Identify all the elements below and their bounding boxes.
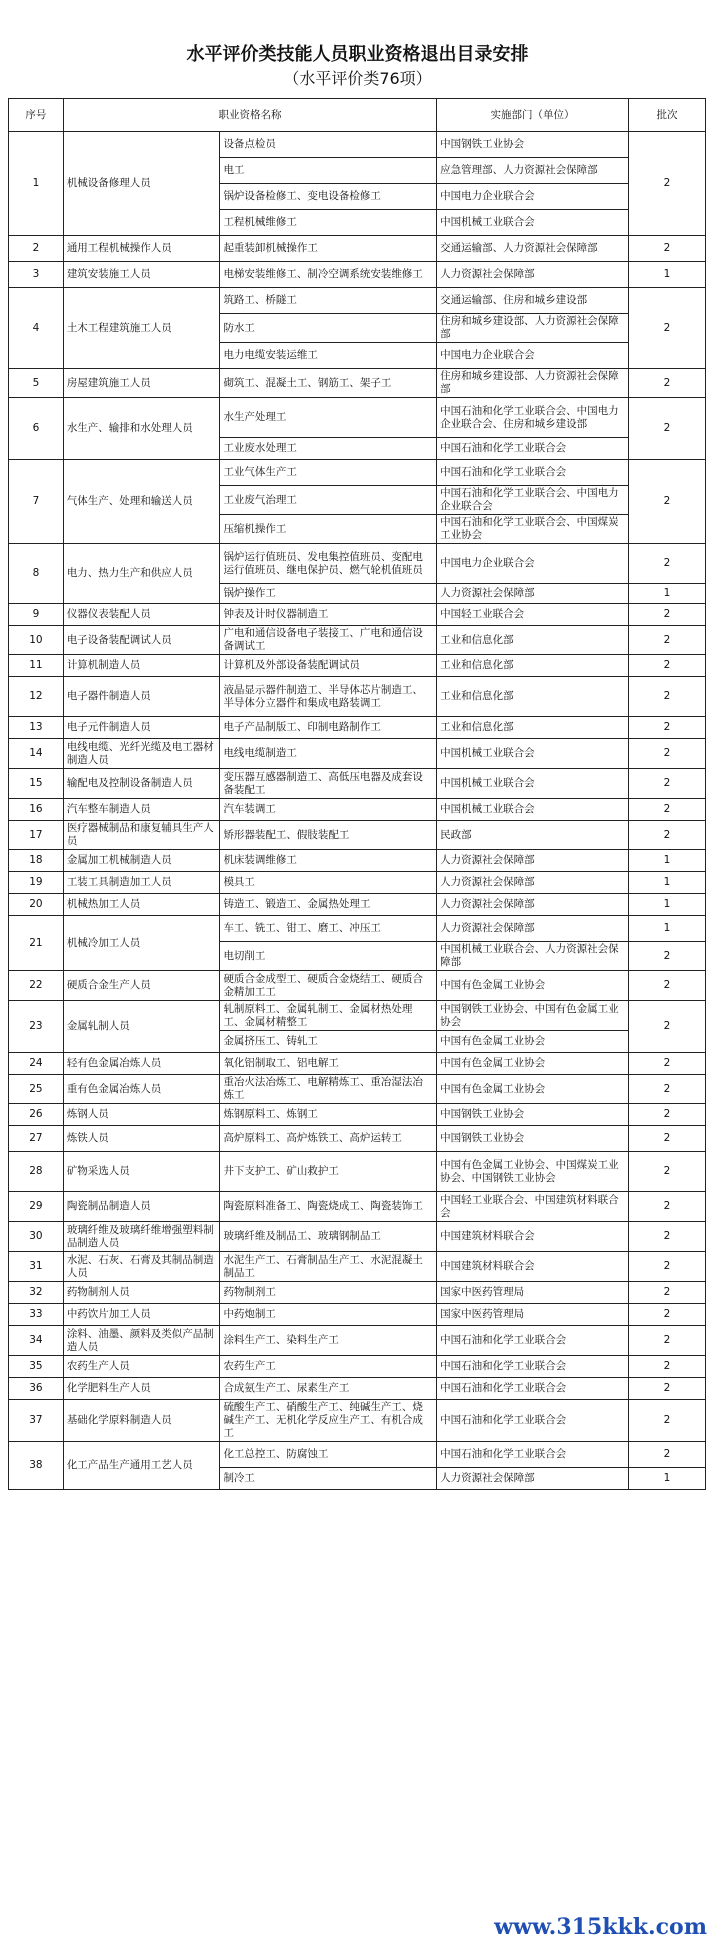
batch: 2	[628, 398, 705, 460]
department: 中国石油和化学工业联合会、中国煤炭工业协会	[437, 515, 629, 544]
row-number: 20	[9, 894, 64, 916]
row-number: 10	[9, 626, 64, 655]
qualification-name: 合成氨生产工、尿素生产工	[220, 1378, 437, 1400]
qualification-name: 变压器互感器制造工、高低压电器及成套设备装配工	[220, 769, 437, 799]
department: 中国钢铁工业协会	[437, 1126, 629, 1152]
row-number: 8	[9, 544, 64, 604]
department: 住房和城乡建设部、人力资源社会保障部	[437, 369, 629, 398]
department: 住房和城乡建设部、人力资源社会保障部	[437, 314, 629, 343]
qualification-name: 车工、铣工、钳工、磨工、冲压工	[220, 916, 437, 942]
row-number: 35	[9, 1356, 64, 1378]
row-number: 27	[9, 1126, 64, 1152]
occupation-name: 中药饮片加工人员	[63, 1304, 220, 1326]
row-number: 31	[9, 1252, 64, 1282]
qualification-name: 中药炮制工	[220, 1304, 437, 1326]
occupation-name: 电线电缆、光纤光缆及电工器材制造人员	[63, 739, 220, 769]
table-row	[9, 1075, 706, 1104]
batch: 2	[628, 460, 705, 544]
table-row	[9, 1326, 706, 1356]
header-no: 序号	[9, 99, 64, 132]
row-number: 38	[9, 1442, 64, 1490]
row-number: 33	[9, 1304, 64, 1326]
qualification-name: 钟表及计时仪器制造工	[220, 604, 437, 626]
page-subtitle: （水平评价类76项）	[283, 69, 432, 88]
table-row	[9, 1304, 706, 1326]
header-batch: 批次	[628, 99, 705, 132]
batch: 1	[628, 850, 705, 872]
department: 中国石油和化学工业联合会	[437, 1400, 629, 1442]
batch: 2	[628, 604, 705, 626]
occupation-name: 水生产、输排和水处理人员	[63, 398, 220, 460]
occupation-name: 炼钢人员	[63, 1104, 220, 1126]
table-row	[9, 1152, 706, 1192]
occupation-name: 汽车整车制造人员	[63, 799, 220, 821]
batch: 2	[628, 799, 705, 821]
department: 中国建筑材料联合会	[437, 1252, 629, 1282]
department: 民政部	[437, 821, 629, 850]
batch: 2	[628, 544, 705, 584]
table-row	[9, 971, 706, 1001]
table-row	[9, 604, 706, 626]
occupation-name: 金属轧制人员	[63, 1001, 220, 1053]
department: 中国石油和化学工业联合会	[437, 1442, 629, 1468]
batch: 2	[628, 1192, 705, 1222]
department: 人力资源社会保障部	[437, 1468, 629, 1490]
table-row	[9, 1126, 706, 1152]
row-number: 18	[9, 850, 64, 872]
department: 人力资源社会保障部	[437, 262, 629, 288]
qualification-name: 模具工	[220, 872, 437, 894]
qualification-name: 农药生产工	[220, 1356, 437, 1378]
row-number: 29	[9, 1192, 64, 1222]
qualification-name: 硬质合金成型工、硬质合金烧结工、硬质合金精加工工	[220, 971, 437, 1001]
department: 中国有色金属工业协会	[437, 971, 629, 1001]
occupation-name: 陶瓷制品制造人员	[63, 1192, 220, 1222]
table-body	[9, 132, 706, 1490]
row-number: 30	[9, 1222, 64, 1252]
batch: 2	[628, 1326, 705, 1356]
occupation-name: 化学肥料生产人员	[63, 1378, 220, 1400]
table-row	[9, 872, 706, 894]
batch: 2	[628, 1053, 705, 1075]
qualification-name: 砌筑工、混凝土工、钢筋工、架子工	[220, 369, 437, 398]
occupation-name: 机械冷加工人员	[63, 916, 220, 971]
occupation-name: 输配电及控制设备制造人员	[63, 769, 220, 799]
row-number: 32	[9, 1282, 64, 1304]
department: 国家中医药管理局	[437, 1304, 629, 1326]
table-row	[9, 288, 706, 314]
occupation-name: 基础化学原料制造人员	[63, 1400, 220, 1442]
row-number: 13	[9, 717, 64, 739]
department: 工业和信息化部	[437, 717, 629, 739]
department: 中国石油和化学工业联合会	[437, 1356, 629, 1378]
qualification-name: 电子产品制版工、印制电路制作工	[220, 717, 437, 739]
qualification-name: 电切削工	[220, 942, 437, 971]
table-row	[9, 1001, 706, 1031]
table-row	[9, 1192, 706, 1222]
row-number: 15	[9, 769, 64, 799]
qualification-name: 锅炉操作工	[220, 584, 437, 604]
qualification-name: 工业废气治理工	[220, 486, 437, 515]
qualification-name: 药物制剂工	[220, 1282, 437, 1304]
department: 中国石油和化学工业联合会	[437, 438, 629, 460]
row-number: 2	[9, 236, 64, 262]
table-row	[9, 626, 706, 655]
batch: 2	[628, 1104, 705, 1126]
occupation-name: 涂料、油墨、颜料及类似产品制造人员	[63, 1326, 220, 1356]
qualification-name: 陶瓷原料准备工、陶瓷烧成工、陶瓷装饰工	[220, 1192, 437, 1222]
department: 工业和信息化部	[437, 626, 629, 655]
occupation-name: 机械设备修理人员	[63, 132, 220, 236]
batch: 2	[628, 971, 705, 1001]
table-row	[9, 655, 706, 677]
table-row	[9, 850, 706, 872]
table-row	[9, 739, 706, 769]
qualification-name: 玻璃纤维及制品工、玻璃钢制品工	[220, 1222, 437, 1252]
batch: 1	[628, 894, 705, 916]
department: 中国机械工业联合会	[437, 739, 629, 769]
row-number: 23	[9, 1001, 64, 1053]
department: 中国建筑材料联合会	[437, 1222, 629, 1252]
department: 中国钢铁工业协会	[437, 132, 629, 158]
qualification-table	[8, 98, 706, 1490]
occupation-name: 建筑安装施工人员	[63, 262, 220, 288]
department: 中国机械工业联合会	[437, 769, 629, 799]
qualification-name: 制冷工	[220, 1468, 437, 1490]
batch: 2	[628, 236, 705, 262]
department: 交通运输部、人力资源社会保障部	[437, 236, 629, 262]
row-number: 34	[9, 1326, 64, 1356]
header-department: 实施部门（单位）	[437, 99, 629, 132]
occupation-name: 房屋建筑施工人员	[63, 369, 220, 398]
department: 中国石油和化学工业联合会	[437, 460, 629, 486]
table-row	[9, 1053, 706, 1075]
table-row	[9, 236, 706, 262]
qualification-name: 工业气体生产工	[220, 460, 437, 486]
batch: 2	[628, 717, 705, 739]
department: 人力资源社会保障部	[437, 850, 629, 872]
batch: 1	[628, 916, 705, 942]
header-qualification: 职业资格名称	[63, 99, 436, 132]
table-row	[9, 821, 706, 850]
batch: 2	[628, 821, 705, 850]
row-number: 24	[9, 1053, 64, 1075]
qualification-name: 化工总控工、防腐蚀工	[220, 1442, 437, 1468]
occupation-name: 农药生产人员	[63, 1356, 220, 1378]
department: 中国机械工业联合会	[437, 799, 629, 821]
table-row	[9, 1222, 706, 1252]
qualification-name: 涂料生产工、染料生产工	[220, 1326, 437, 1356]
qualification-name: 电力电缆安装运维工	[220, 343, 437, 369]
row-number: 36	[9, 1378, 64, 1400]
table-row	[9, 1400, 706, 1442]
occupation-name: 通用工程机械操作人员	[63, 236, 220, 262]
table-row	[9, 1378, 706, 1400]
department: 中国石油和化学工业联合会	[437, 1326, 629, 1356]
batch: 2	[628, 739, 705, 769]
department: 中国电力企业联合会	[437, 343, 629, 369]
occupation-name: 电子器件制造人员	[63, 677, 220, 717]
row-number: 9	[9, 604, 64, 626]
table-row	[9, 717, 706, 739]
occupation-name: 金属加工机械制造人员	[63, 850, 220, 872]
qualification-name: 机床装调维修工	[220, 850, 437, 872]
table-row	[9, 1442, 706, 1468]
row-number: 3	[9, 262, 64, 288]
batch: 2	[628, 1252, 705, 1282]
batch: 2	[628, 626, 705, 655]
department: 工业和信息化部	[437, 677, 629, 717]
table-row	[9, 769, 706, 799]
occupation-name: 机械热加工人员	[63, 894, 220, 916]
qualification-name: 电线电缆制造工	[220, 739, 437, 769]
table-row	[9, 677, 706, 717]
qualification-name: 水生产处理工	[220, 398, 437, 438]
row-number: 6	[9, 398, 64, 460]
department: 人力资源社会保障部	[437, 916, 629, 942]
occupation-name: 硬质合金生产人员	[63, 971, 220, 1001]
batch: 1	[628, 262, 705, 288]
row-number: 26	[9, 1104, 64, 1126]
occupation-name: 重有色金属冶炼人员	[63, 1075, 220, 1104]
table-header-row	[9, 99, 706, 132]
department: 工业和信息化部	[437, 655, 629, 677]
qualification-name: 锅炉运行值班员、发电集控值班员、变配电运行值班员、继电保护员、燃气轮机值班员	[220, 544, 437, 584]
table-row	[9, 1252, 706, 1282]
table-row	[9, 894, 706, 916]
batch: 2	[628, 942, 705, 971]
occupation-name: 矿物采选人员	[63, 1152, 220, 1192]
batch: 2	[628, 655, 705, 677]
occupation-name: 医疗器械制品和康复辅具生产人员	[63, 821, 220, 850]
qualification-name: 铸造工、锻造工、金属热处理工	[220, 894, 437, 916]
row-number: 28	[9, 1152, 64, 1192]
table-row	[9, 1356, 706, 1378]
department: 中国电力企业联合会	[437, 184, 629, 210]
row-number: 21	[9, 916, 64, 971]
department: 国家中医药管理局	[437, 1282, 629, 1304]
batch: 2	[628, 288, 705, 369]
department: 中国有色金属工业协会	[437, 1075, 629, 1104]
table-row	[9, 398, 706, 438]
qualification-name: 压缩机操作工	[220, 515, 437, 544]
occupation-name: 计算机制造人员	[63, 655, 220, 677]
batch: 2	[628, 132, 705, 236]
watermark: www.315kkk.com	[494, 1914, 707, 1940]
table-row	[9, 460, 706, 486]
occupation-name: 轻有色金属冶炼人员	[63, 1053, 220, 1075]
occupation-name: 水泥、石灰、石膏及其制品制造人员	[63, 1252, 220, 1282]
occupation-name: 化工产品生产通用工艺人员	[63, 1442, 220, 1490]
batch: 2	[628, 1152, 705, 1192]
batch: 2	[628, 1001, 705, 1053]
row-number: 1	[9, 132, 64, 236]
row-number: 5	[9, 369, 64, 398]
table-row	[9, 799, 706, 821]
department: 中国轻工业联合会	[437, 604, 629, 626]
qualification-name: 氧化铝制取工、铝电解工	[220, 1053, 437, 1075]
batch: 2	[628, 1304, 705, 1326]
qualification-name: 矫形器装配工、假肢装配工	[220, 821, 437, 850]
batch: 2	[628, 677, 705, 717]
department: 人力资源社会保障部	[437, 894, 629, 916]
department: 人力资源社会保障部	[437, 584, 629, 604]
department: 中国钢铁工业协会、中国有色金属工业协会	[437, 1001, 629, 1031]
row-number: 4	[9, 288, 64, 369]
occupation-name: 电力、热力生产和供应人员	[63, 544, 220, 604]
occupation-name: 电子设备装配调试人员	[63, 626, 220, 655]
qualification-name: 计算机及外部设备装配调试员	[220, 655, 437, 677]
row-number: 22	[9, 971, 64, 1001]
department: 交通运输部、住房和城乡建设部	[437, 288, 629, 314]
qualification-name: 重冶火法冶炼工、电解精炼工、重冶湿法冶炼工	[220, 1075, 437, 1104]
qualification-name: 液晶显示器件制造工、半导体芯片制造工、半导体分立器件和集成电路装调工	[220, 677, 437, 717]
batch: 1	[628, 1468, 705, 1490]
qualification-name: 汽车装调工	[220, 799, 437, 821]
department: 中国有色金属工业协会	[437, 1053, 629, 1075]
department: 中国轻工业联合会、中国建筑材料联合会	[437, 1192, 629, 1222]
qualification-name: 工业废水处理工	[220, 438, 437, 460]
qualification-name: 设备点检员	[220, 132, 437, 158]
batch: 2	[628, 769, 705, 799]
department: 中国钢铁工业协会	[437, 1104, 629, 1126]
row-number: 12	[9, 677, 64, 717]
department: 应急管理部、人力资源社会保障部	[437, 158, 629, 184]
row-number: 17	[9, 821, 64, 850]
qualification-name: 防水工	[220, 314, 437, 343]
row-number: 7	[9, 460, 64, 544]
qualification-name: 硫酸生产工、硝酸生产工、纯碱生产工、烧碱生产工、无机化学反应生产工、有机合成工	[220, 1400, 437, 1442]
occupation-name: 仪器仪表装配人员	[63, 604, 220, 626]
batch: 2	[628, 1400, 705, 1442]
batch: 2	[628, 1075, 705, 1104]
table-row	[9, 132, 706, 158]
page-title: 水平评价类技能人员职业资格退出目录安排	[186, 44, 529, 65]
batch: 2	[628, 1356, 705, 1378]
occupation-name: 玻璃纤维及玻璃纤维增强塑料制品制造人员	[63, 1222, 220, 1252]
table-row	[9, 544, 706, 584]
occupation-name: 炼铁人员	[63, 1126, 220, 1152]
department: 人力资源社会保障部	[437, 872, 629, 894]
qualification-name: 炼钢原料工、炼钢工	[220, 1104, 437, 1126]
qualification-name: 工程机械维修工	[220, 210, 437, 236]
row-number: 11	[9, 655, 64, 677]
batch: 2	[628, 369, 705, 398]
qualification-name: 起重装卸机械操作工	[220, 236, 437, 262]
occupation-name: 电子元件制造人员	[63, 717, 220, 739]
department: 中国机械工业联合会、人力资源社会保障部	[437, 942, 629, 971]
occupation-name: 工装工具制造加工人员	[63, 872, 220, 894]
department: 中国有色金属工业协会、中国煤炭工业协会、中国钢铁工业协会	[437, 1152, 629, 1192]
row-number: 16	[9, 799, 64, 821]
department: 中国有色金属工业协会	[437, 1031, 629, 1053]
department: 中国石油和化学工业联合会、中国电力企业联合会	[437, 486, 629, 515]
qualification-name: 电工	[220, 158, 437, 184]
batch: 2	[628, 1126, 705, 1152]
qualification-name: 锅炉设备检修工、变电设备检修工	[220, 184, 437, 210]
table-row	[9, 369, 706, 398]
table-row	[9, 1104, 706, 1126]
table-row	[9, 262, 706, 288]
qualification-name: 金属挤压工、铸轧工	[220, 1031, 437, 1053]
qualification-name: 广电和通信设备电子装接工、广电和通信设备调试工	[220, 626, 437, 655]
row-number: 37	[9, 1400, 64, 1442]
row-number: 14	[9, 739, 64, 769]
qualification-name: 井下支护工、矿山救护工	[220, 1152, 437, 1192]
department: 中国石油和化学工业联合会	[437, 1378, 629, 1400]
department: 中国电力企业联合会	[437, 544, 629, 584]
batch: 2	[628, 1222, 705, 1252]
occupation-name: 药物制剂人员	[63, 1282, 220, 1304]
row-number: 19	[9, 872, 64, 894]
table-row	[9, 1282, 706, 1304]
department: 中国石油和化学工业联合会、中国电力企业联合会、住房和城乡建设部	[437, 398, 629, 438]
department: 中国机械工业联合会	[437, 210, 629, 236]
qualification-name: 高炉原料工、高炉炼铁工、高炉运转工	[220, 1126, 437, 1152]
occupation-name: 土木工程建筑施工人员	[63, 288, 220, 369]
batch: 1	[628, 872, 705, 894]
batch: 2	[628, 1378, 705, 1400]
qualification-name: 水泥生产工、石膏制品生产工、水泥混凝土制品工	[220, 1252, 437, 1282]
table-row	[9, 916, 706, 942]
batch: 1	[628, 584, 705, 604]
row-number: 25	[9, 1075, 64, 1104]
qualification-name: 电梯安装维修工、制冷空调系统安装维修工	[220, 262, 437, 288]
qualification-name: 筑路工、桥隧工	[220, 288, 437, 314]
occupation-name: 气体生产、处理和输送人员	[63, 460, 220, 544]
batch: 2	[628, 1442, 705, 1468]
qualification-name: 轧制原料工、金属轧制工、金属材热处理工、金属材精整工	[220, 1001, 437, 1031]
batch: 2	[628, 1282, 705, 1304]
